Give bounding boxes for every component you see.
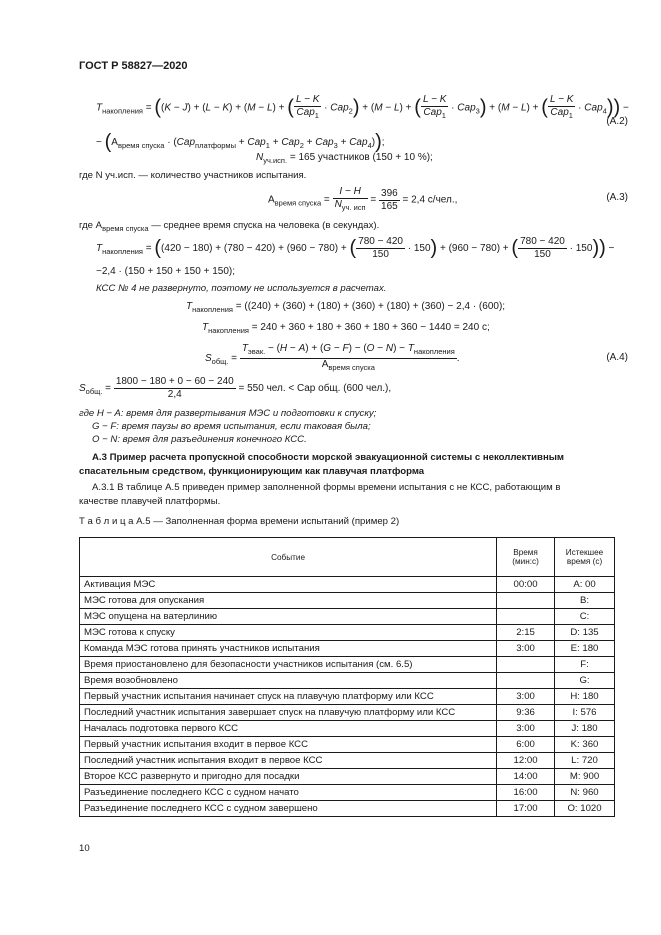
cell-event: Время возобновлено [80, 673, 497, 689]
n-definition: где N уч.исп. — количество участников испытания. [79, 170, 307, 181]
table-row [80, 609, 615, 625]
column-header-event: Событие [80, 538, 497, 577]
section-title-line2: спасательным средством, функционирующим как плавучая платформа [79, 466, 425, 477]
time-form-table [79, 537, 615, 817]
cell-event: Последний участник испытания входит в первое КСС [80, 753, 497, 769]
cell-event: Первый участник испытания входит в первое КСС [80, 737, 497, 753]
t-calc-line2: $T_{накопления} = ((240) + (360) + (180) + (360) + (180) + (360) - 2,4 \cdot (600)$; [186, 301, 506, 314]
column-header-elapsed: Истекшее время (с) [555, 538, 615, 577]
cell-event: Активация МЭС [80, 577, 497, 593]
equation-number-a4: (A.4) [606, 352, 628, 363]
cell-event: Второе КСС развернуто и пригодно для посадки [80, 769, 497, 785]
column-header-time: Время (мин:с) [497, 538, 555, 577]
formula-a3: $A_{время спуска}$ = $\frac{I - H}{N_{уч. исп}}$ = $\frac{396}{165}$ = 2,4 с/чел., [268, 186, 458, 212]
cell-elapsed: A: 00 [555, 577, 615, 593]
a3-value: = 2,4 с/чел., [402, 194, 458, 206]
page-number: 10 [79, 843, 90, 854]
formula-a2-line2: − $(A_{время спуска} \cdot (Cap_{платформы} + Cap_1 + Cap_2 + Cap_3 + Cap_4))$; [96, 131, 385, 153]
table-caption: Т а б л и ц а A.5 — Заполненная форма времени испытаний (пример 2) [79, 516, 400, 527]
cell-event: МЭС готова к спуску [80, 625, 497, 641]
t-calc-line1-tail: −2,4 · (150 + 150 + 150 + 150); [96, 266, 235, 277]
cell-time [497, 657, 555, 673]
a-definition: где $A_{время спуска}$ — среднее время спуска на человека (в секундах). [79, 220, 380, 233]
table-row [80, 801, 615, 817]
table-row [80, 785, 615, 801]
cell-time [497, 609, 555, 625]
cell-event: МЭС опущена на ватерлинию [80, 609, 497, 625]
cell-event: Началась подготовка первого КСС [80, 721, 497, 737]
equation-number-a2: (A.2) [606, 116, 628, 127]
cell-time: 14:00 [497, 769, 555, 785]
t-calc-line3: $T_{накопления} = 240 + 360 + 180 + 360 + 180 + 360 - 1440 = 240$ с; [202, 322, 490, 335]
cell-time: 12:00 [497, 753, 555, 769]
formula-a4: $S_{общ.}$ = $\frac{T_{эвак.} - (H - A) + (G - F) - (O - N) - T_{накопления}}{A_{время спуска}}$ . [205, 343, 460, 372]
cell-time: 3:00 [497, 721, 555, 737]
cell-event: Время приостановлено для безопасности участников испытания (см. 6.5) [80, 657, 497, 673]
cell-elapsed: G: [555, 673, 615, 689]
n-value: = 165 участников (150 + 10 %); [289, 152, 433, 163]
def-g-f: G − F: время паузы во время испытания, если таковая была; [92, 421, 371, 432]
cell-event: МЭС готова для опускания [80, 593, 497, 609]
ksc4-note: КСС № 4 не развернуто, поэтому не используется в расчетах. [96, 283, 387, 294]
def-o-n: O − N: время для разъединения конечного КСС. [92, 434, 307, 445]
s-result: = 550 чел. < Cap общ. (600 чел.), [238, 383, 392, 395]
cell-event: Команда МЭС готова принять участников испытания [80, 641, 497, 657]
table-header-row [80, 538, 615, 577]
section-paragraph-line2: качестве плавучей платформы. [79, 496, 221, 507]
cell-time: 17:00 [497, 801, 555, 817]
formula-n-participants: $N_{уч.исп.} = 165$ участников (150 + 10 %); [256, 152, 433, 165]
cell-time: 6:00 [497, 737, 555, 753]
cell-time: 9:36 [497, 705, 555, 721]
cell-time: 00:00 [497, 577, 555, 593]
cell-elapsed: O: 1020 [555, 801, 615, 817]
def-h-a: где H − A: время для развертывания МЭС и подготовки к спуску; [79, 408, 377, 419]
cell-elapsed: E: 180 [555, 641, 615, 657]
cell-time: 3:00 [497, 641, 555, 657]
cell-event: Разъединение последнего КСС с судном завершено [80, 801, 497, 817]
cell-elapsed: M: 900 [555, 769, 615, 785]
cell-elapsed: H: 180 [555, 689, 615, 705]
table-row [80, 625, 615, 641]
cell-elapsed: B: [555, 593, 615, 609]
table-row [80, 593, 615, 609]
cell-event: Последний участник испытания завершает спуск на плавучую платформу или КСС [80, 705, 497, 721]
cell-elapsed: F: [555, 657, 615, 673]
table-row [80, 577, 615, 593]
cell-event: Разъединение последнего КСС с судном начато [80, 785, 497, 801]
cell-elapsed: C: [555, 609, 615, 625]
cell-elapsed: L: 720 [555, 753, 615, 769]
table-row [80, 657, 615, 673]
cell-elapsed: K: 360 [555, 737, 615, 753]
section-title-line1: A.3 Пример расчета пропускной способности морской эвакуационной системы с неколлективным [92, 452, 565, 463]
cell-event: Первый участник испытания начинает спуск на плавучую платформу или КСС [80, 689, 497, 705]
formula-s-result: $S_{общ.}$ = $\frac{1800 - 180 + 0 - 60 - 240}{2,4}$ = 550 чел. < Cap общ. (600 чел.), [79, 376, 392, 400]
cell-time: 3:00 [497, 689, 555, 705]
section-paragraph-line1: A.3.1 В таблице A.5 приведен пример заполненной формы времени испытания с не КСС, работающим в [92, 482, 561, 493]
cell-elapsed: N: 960 [555, 785, 615, 801]
t-calc-line1: $T_{накопления} = ((420 - 180) + (780 - 420) + (960 - 780)$ + ( $\frac{780 - 420}{150}$ · 150) + (960 − 780) + ( $\frac{780 - 420}{150}$ · 150)) − [96, 236, 615, 260]
table-row [80, 753, 615, 769]
table-row [80, 689, 615, 705]
cell-elapsed: D: 135 [555, 625, 615, 641]
document-header: ГОСТ Р 58827—2020 [79, 60, 188, 72]
cell-time: 16:00 [497, 785, 555, 801]
cell-time [497, 673, 555, 689]
table-row [80, 721, 615, 737]
cell-elapsed: J: 180 [555, 721, 615, 737]
cell-time [497, 593, 555, 609]
table-row [80, 673, 615, 689]
table-row [80, 769, 615, 785]
table-row [80, 705, 615, 721]
table-row [80, 737, 615, 753]
equation-number-a3: (A.3) [606, 192, 628, 203]
cell-elapsed: I: 576 [555, 705, 615, 721]
table-row [80, 641, 615, 657]
formula-a2-line1: $T_{накопления} = ((K - J) + (L - K) + (M - L)$ + ( $\frac{L - K}{Cap_1}$ · Cap$_2$) + (M − L) + ( $\frac{L - K}{Cap_1}$ · Cap$_3$) + (M − L) + ( $\frac{L - K}{Cap_1}$ · Cap$_4$)) − [96, 94, 629, 120]
cell-time: 2:15 [497, 625, 555, 641]
